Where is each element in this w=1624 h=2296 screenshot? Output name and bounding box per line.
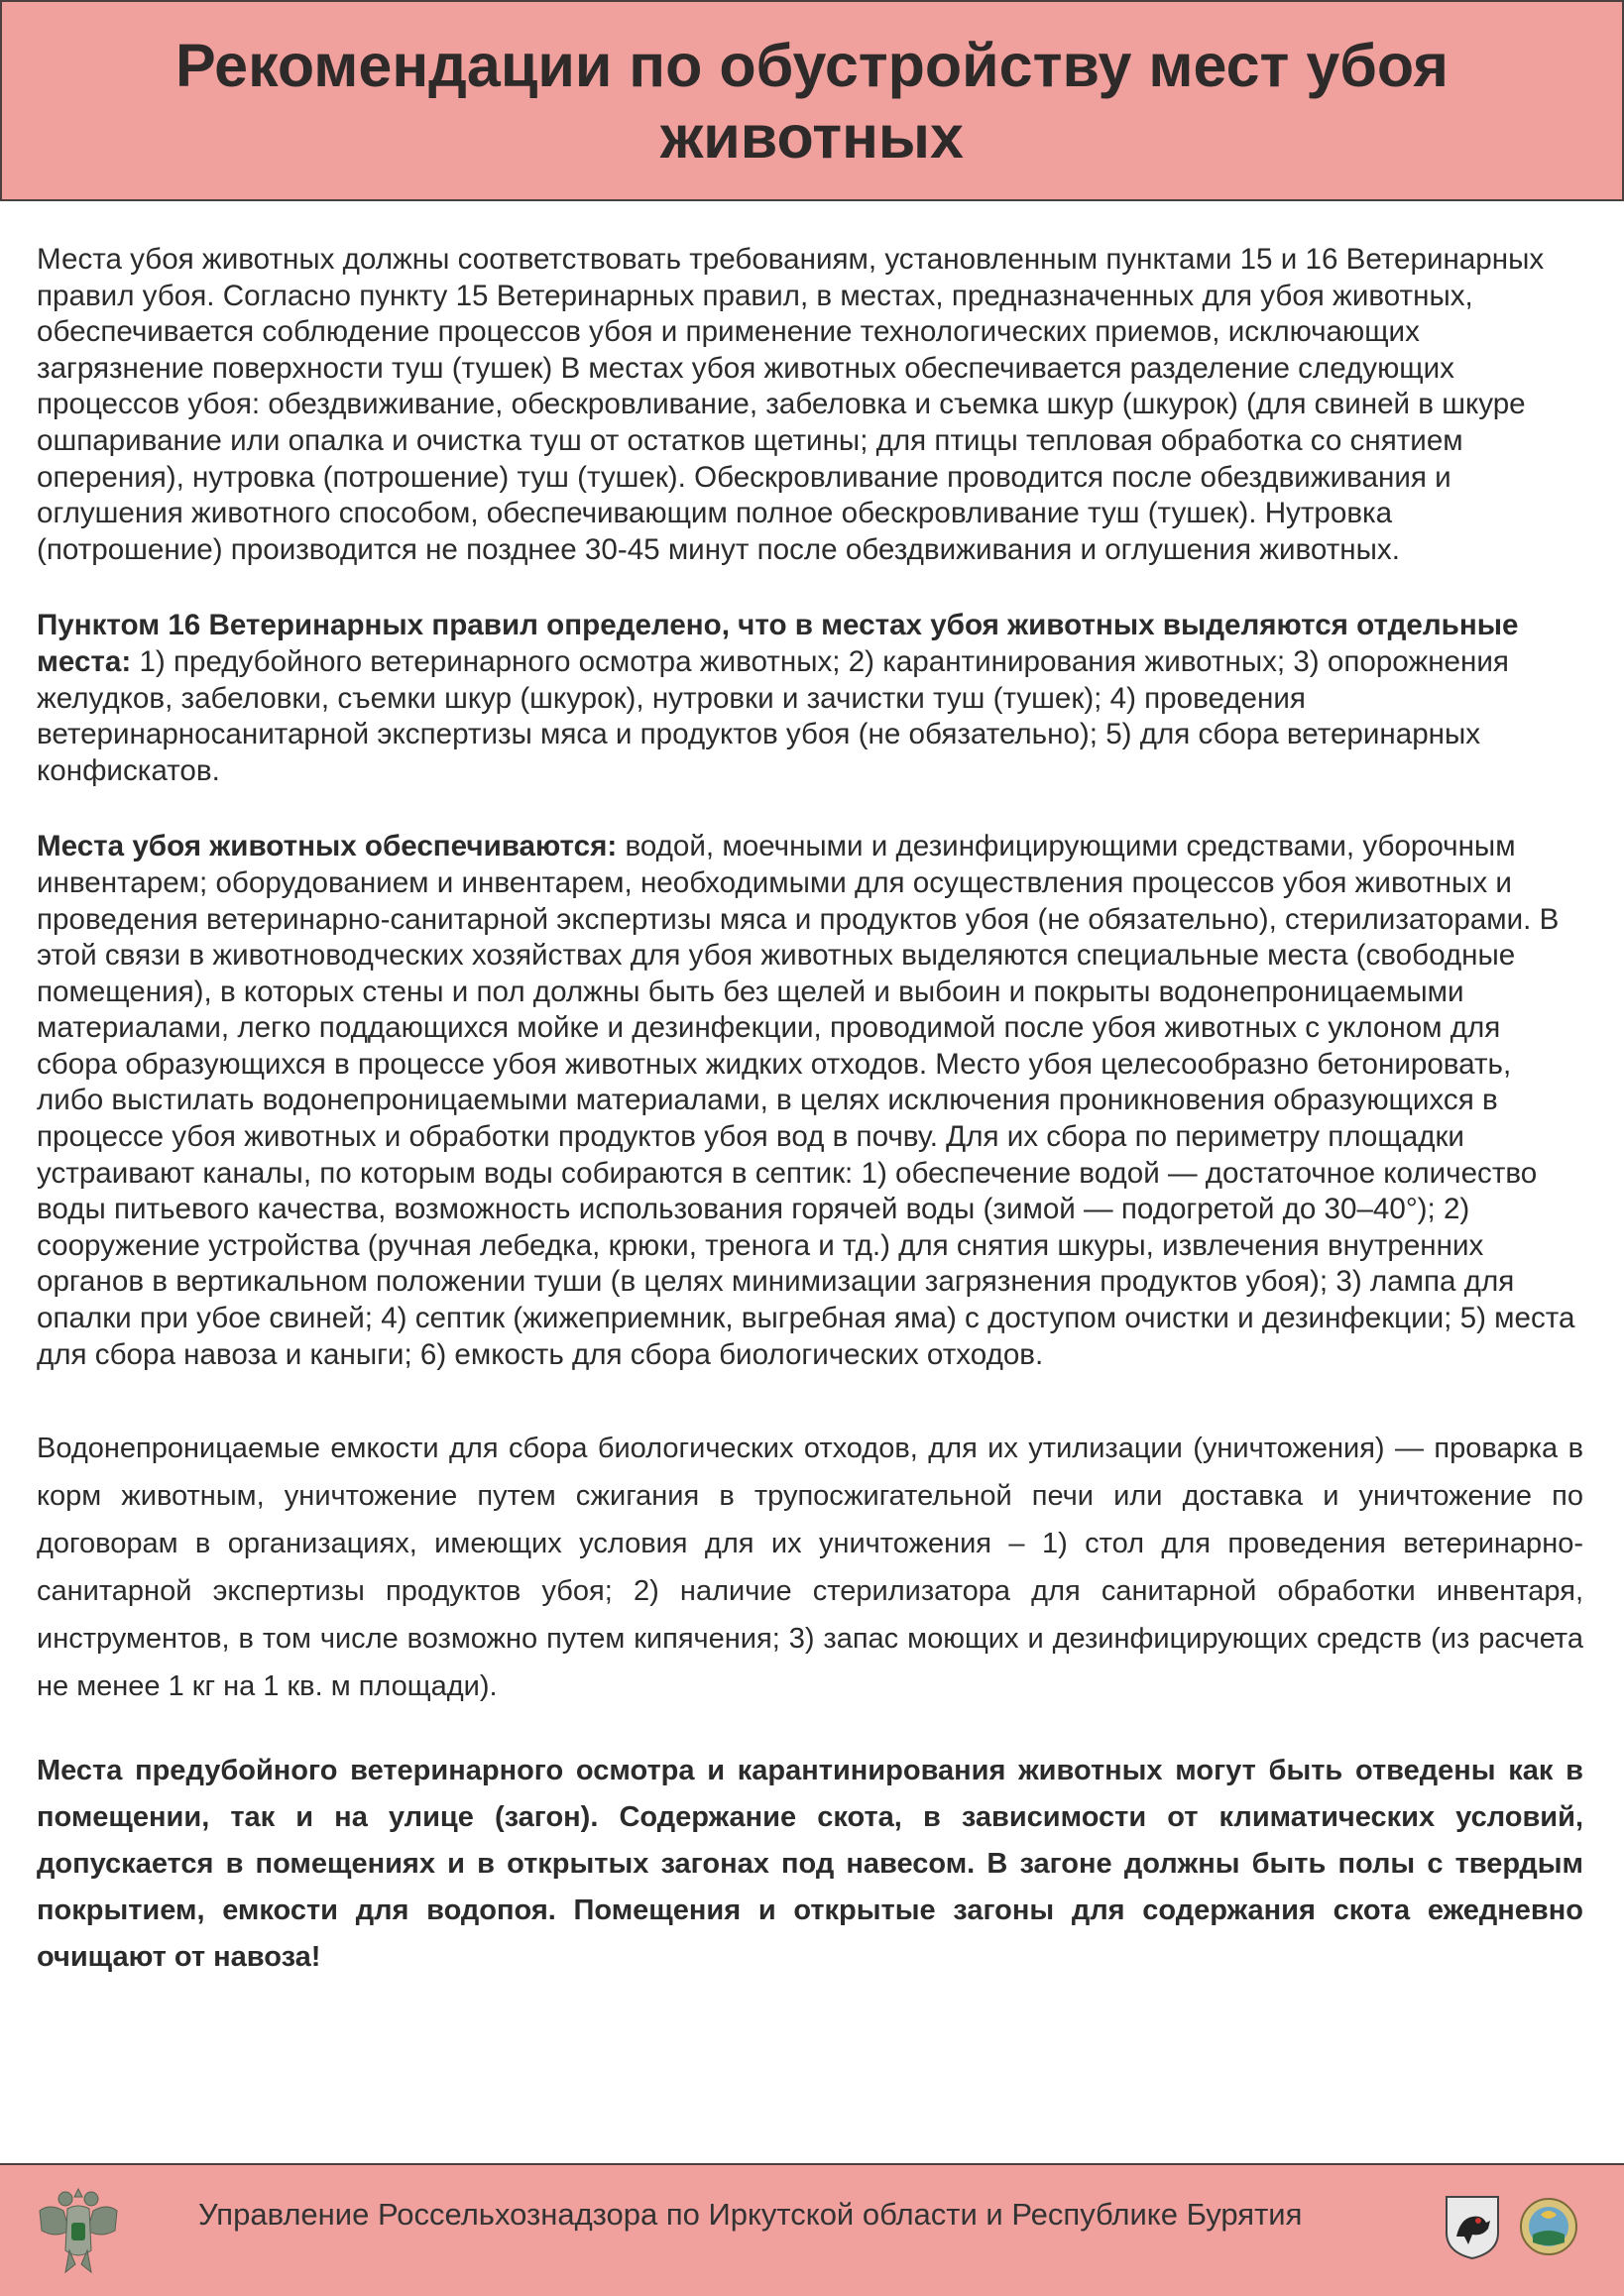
paragraph-2-lead: Пунктом 16 Ветеринарных правил определено, что в местах убоя животных выделяются отдельные места: <box>37 609 1519 678</box>
buryatia-coat-of-arms-icon <box>1519 2193 1578 2260</box>
eagle-emblem-icon <box>30 2181 127 2280</box>
paragraph-3 <box>37 829 1583 1373</box>
organization-name: Управление Россельхознадзора по Иркутской области и Республике Бурятия <box>198 2197 1303 2232</box>
page-title: Рекомендации по обустройству мест убоя животных <box>175 31 1449 171</box>
paragraph-1: Места убоя животных должны соответствовать требованиям, установленным пунктами 15 и 16 Ветеринарных правил убоя. Согласно пункту 15 Ветеринарных правил, в местах, предназначенных для убоя животных, обеспечивается соблюдение процессов убоя и применение технологических приемов, исключающих загрязнение поверхности туш (тушек) В местах убоя животных обеспечивается разделение следующих процессов убоя: обездвиживание, обескровливание, забеловка и съемка шкур (шкурок) (для свиней в шкуре ошпаривание или опалка и очистка туш от остатков щетины; для птицы тепловая обработка со снятием оперения), нутровка (потрошение) туш (тушек). Обескровливание проводится после обездвиживания и оглушения животного способом, обеспечивающим полное обескровливание туш (тушек). Нутровка (потрошение) производится не позднее 30-45 минут после обездвиживания и оглушения животных. <box>37 243 1545 566</box>
paragraph-5-highlight: Места предубойного ветеринарного осмотра и карантинирования животных могут быть отведены как в помещении, так и на улице (загон). Содержание скота, в зависимости от климатических условий, допускается в помещениях и в открытых загонах под навесом. В загоне должны быть полы с твердым покрытием, емкости для водопоя. Помещения и открытые загоны для содержания скота ежедневно очищают от навоза! <box>37 1755 1583 1974</box>
irkutsk-coat-of-arms-icon <box>1443 2193 1502 2260</box>
paragraph-2 <box>37 608 1583 789</box>
paragraph-3-lead: Места убоя животных обеспечиваются: <box>37 830 618 863</box>
footer-banner <box>0 2163 1624 2296</box>
paragraph-2-body: 1) предубойного ветеринарного осмотра животных; 2) карантинирования животных; 3) опорожнения желудков, забеловки, съемки шкур (шкурок), нутровки и зачистки туш (тушек); 4) проведения ветеринарносанитарной экспертизы мяса и продуктов убоя (не обязательно); 5) для сбора ветеринарных конфискатов. <box>37 644 1509 787</box>
paragraph-4: Водонепроницаемые емкости для сбора биологических отходов, для их утилизации (уничтожения) — проварка в корм животным, уничтожение путем сжигания в трупосжигательной печи или доставка и уничтожение по договорам в организациях, имеющих условия для их уничтожения – 1) стол для проведения ветеринарно-санитарной экспертизы продуктов убоя; 2) наличие стерилизатора для санитарной обработки инвентаря, инструментов, в том числе возможно путем кипячения; 3) запас моющих и дезинфицирующих средств (из расчета не менее 1 кг на 1 кв. м площади). <box>37 1433 1583 1703</box>
main-content <box>37 242 1583 1981</box>
paragraph-3-body: водой, моечными и дезинфицирующими средствами, уборочным инвентарем; оборудованием и инвентарем, необходимыми для осуществления процессов убоя животных и проведения ветеринарно-санитарной экспертизы мяса и продуктов убоя (не обязательно), стерилизаторами. В этой связи в животноводческих хозяйствах для убоя животных выделяются специальные места (свободные помещения), в которых стены и пол должны быть без щелей и выбоин и покрыты водонепроницаемыми материалами, легко поддающихся мойке и дезинфекции, проводимой после убоя животных с уклоном для сбора образующихся в процессе убоя животных жидких отходов. Место убоя целесообразно бетонировать, либо выстилать водонепроницаемыми материалами, в целях исключения проникновения образующихся в процессе убоя животных и обработки продуктов убоя вод в почву. Для их сбора по периметру площадки устраивают каналы, по которым воды собираются в септик: 1) обеспечение водой — достаточное количество воды питьевого качества, возможность использования горячей воды (зимой — подогретой до 30–40°); 2) сооружение устройства (ручная лебедка, крюки, тренога и тд.) для снятия шкуры, извлечения внутренних органов в вертикальном положении туши (в целях минимизации загрязнения продуктов убоя); 3) лампа для опалки при убое свиней; 4) септик (жижеприемник, выгребная яма) с доступом очистки и дезинфекции; 5) места для сбора навоза и каныги; 6) емкость для сбора биологических отходов. <box>37 830 1575 1371</box>
header-banner <box>0 0 1624 201</box>
